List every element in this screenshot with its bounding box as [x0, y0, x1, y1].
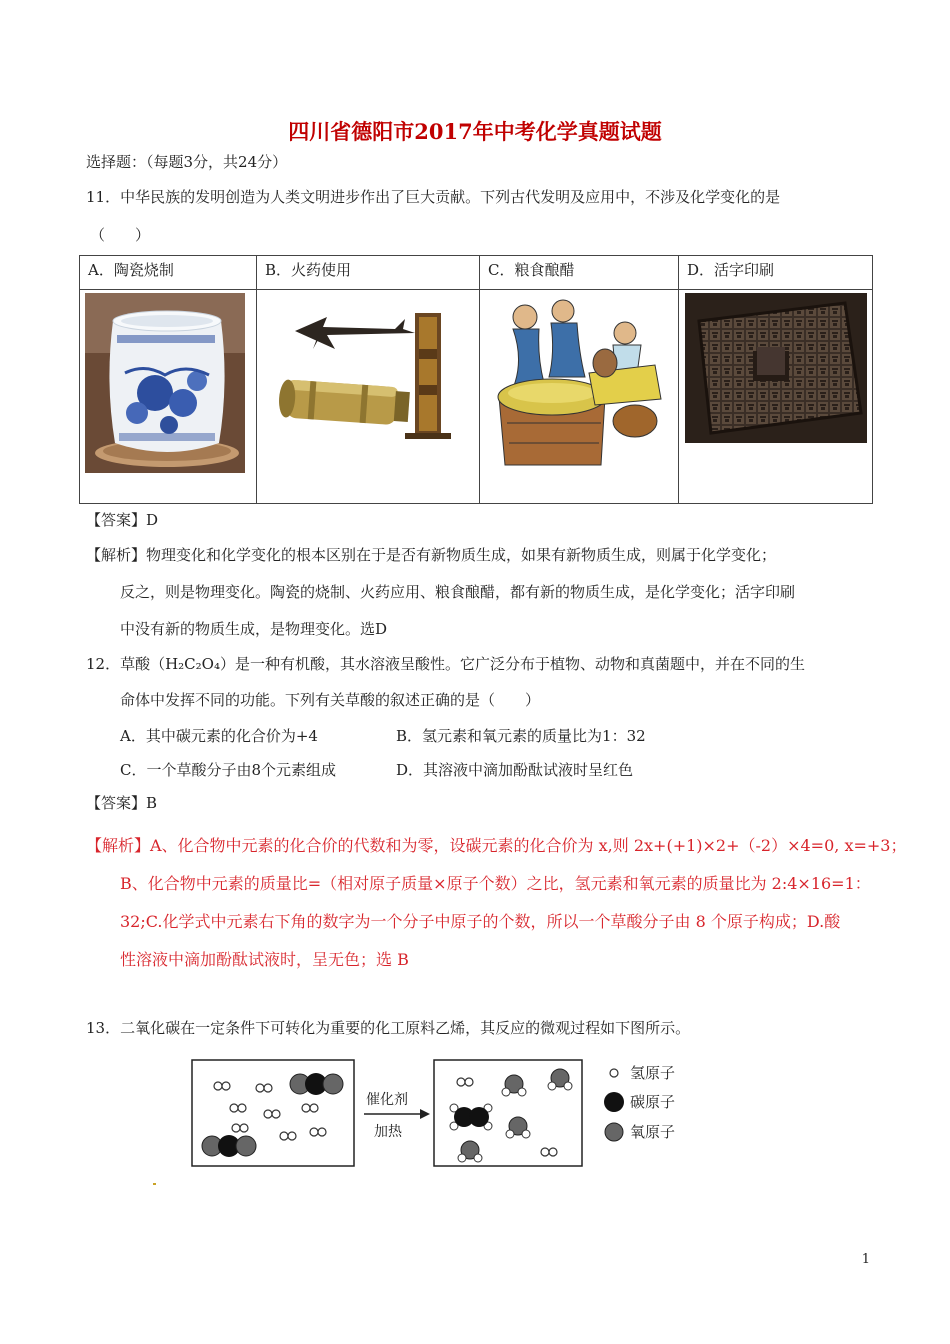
- option-a-label: A．陶瓷烧制: [80, 256, 257, 290]
- q12-option-a: A．其中碳元素的化合价为+4: [120, 727, 318, 745]
- stray-mark: [153, 1183, 156, 1185]
- arrow-bottom-label: 加热: [374, 1123, 402, 1139]
- legend-hydrogen-label: 氢原子: [630, 1065, 676, 1082]
- q12-analysis-line-4: 性溶液中滴加酚酞试液时，呈无色；选 B: [120, 950, 409, 969]
- q13-stem: 13．二氧化碳在一定条件下可转化为重要的化工原料乙烯，其反应的微观过程如下图所示。: [86, 1019, 691, 1037]
- q11-stem: 11．中华民族的发明创造为人类文明进步作出了巨大贡献。下列古代发明及应用中，不涉及化学变化的是: [86, 188, 781, 206]
- option-b-image-cell: [257, 290, 480, 504]
- q11-answer: 【答案】D: [86, 511, 159, 529]
- q11-paren: （ ）: [90, 226, 151, 244]
- option-d-label: D．活字印刷: [679, 256, 873, 290]
- q12-analysis-line-2: B、化合物中元素的质量比=（相对原子质量×原子个数）之比，氢元素和氧元素的质量比为 2:4×16=1：: [120, 874, 871, 893]
- legend-carbon-label: 碳原子: [630, 1094, 676, 1111]
- q12-option-d: D．其溶液中滴加酚酞试液时呈红色: [396, 761, 634, 779]
- q12-answer: 【答案】B: [86, 794, 158, 812]
- q12-option-c: C．一个草酸分子由8个元素组成: [120, 761, 337, 779]
- option-c-image-cell: [480, 290, 679, 504]
- q13-reaction-diagram: [188, 1056, 698, 1174]
- legend-oxygen-icon: [605, 1123, 623, 1141]
- movable-type-image: [685, 293, 867, 443]
- q11-options-table: [79, 255, 873, 504]
- legend-oxygen-label: 氧原子: [630, 1124, 676, 1141]
- option-c-label: C．粮食酿醋: [480, 256, 679, 290]
- option-a-image-cell: [80, 290, 257, 504]
- co2-molecule-2: [202, 1135, 256, 1157]
- page-number: 1: [861, 1252, 870, 1267]
- porcelain-jar-image: [85, 293, 245, 473]
- q12-stem-line-1: 12．草酸（H₂C₂O₄）是一种有机酸，其水溶液呈酸性。它广泛分布于植物、动物和真菌题中，并在不同的生: [86, 655, 805, 673]
- vinegar-brewing-image: [485, 293, 665, 473]
- q12-analysis-line-3: 32;C.化学式中元素右下角的数字为一个分子中原子的个数，所以一个草酸分子由 8 个原子构成；D.酸: [120, 912, 841, 931]
- q12-stem-line-2: 命体中发挥不同的功能。下列有关草酸的叙述正确的是（ ）: [120, 691, 541, 709]
- gunpowder-artifacts-image: [265, 293, 465, 473]
- option-b-label: B．火药使用: [257, 256, 480, 290]
- legend: [604, 1065, 675, 1141]
- q11-analysis-line-1: 【解析】物理变化和化学变化的根本区别在于是否有新物质生成，如果有新物质生成，则属于化学变化；: [86, 546, 777, 564]
- co2-molecule-1: [290, 1073, 343, 1095]
- q11-analysis-line-3: 中没有新的物质生成，是物理变化。选D: [120, 620, 388, 638]
- q12-option-b: B．氢元素和氧元素的质量比为1：32: [396, 727, 646, 745]
- legend-hydrogen-icon: [610, 1069, 618, 1077]
- legend-carbon-icon: [604, 1092, 624, 1112]
- arrow-top-label: 催化剂: [366, 1091, 408, 1107]
- page-title: 四川省德阳市2017年中考化学真题试题: [288, 119, 662, 144]
- q12-analysis-line-1: 【解析】A、化合物中元素的化合价的代数和为零，设碳元素的化合价为 x,则 2x+(+1)×2+（-2）×4=0, x=+3；: [86, 836, 907, 855]
- q11-analysis-line-2: 反之，则是物理变化。陶瓷的烧制、火药应用、粮食酿醋，都有新的物质生成，是化学变化；活字印刷: [120, 583, 796, 601]
- option-d-image-cell: [679, 290, 873, 504]
- section-heading: 选择题：（每题3分，共24分）: [86, 153, 288, 171]
